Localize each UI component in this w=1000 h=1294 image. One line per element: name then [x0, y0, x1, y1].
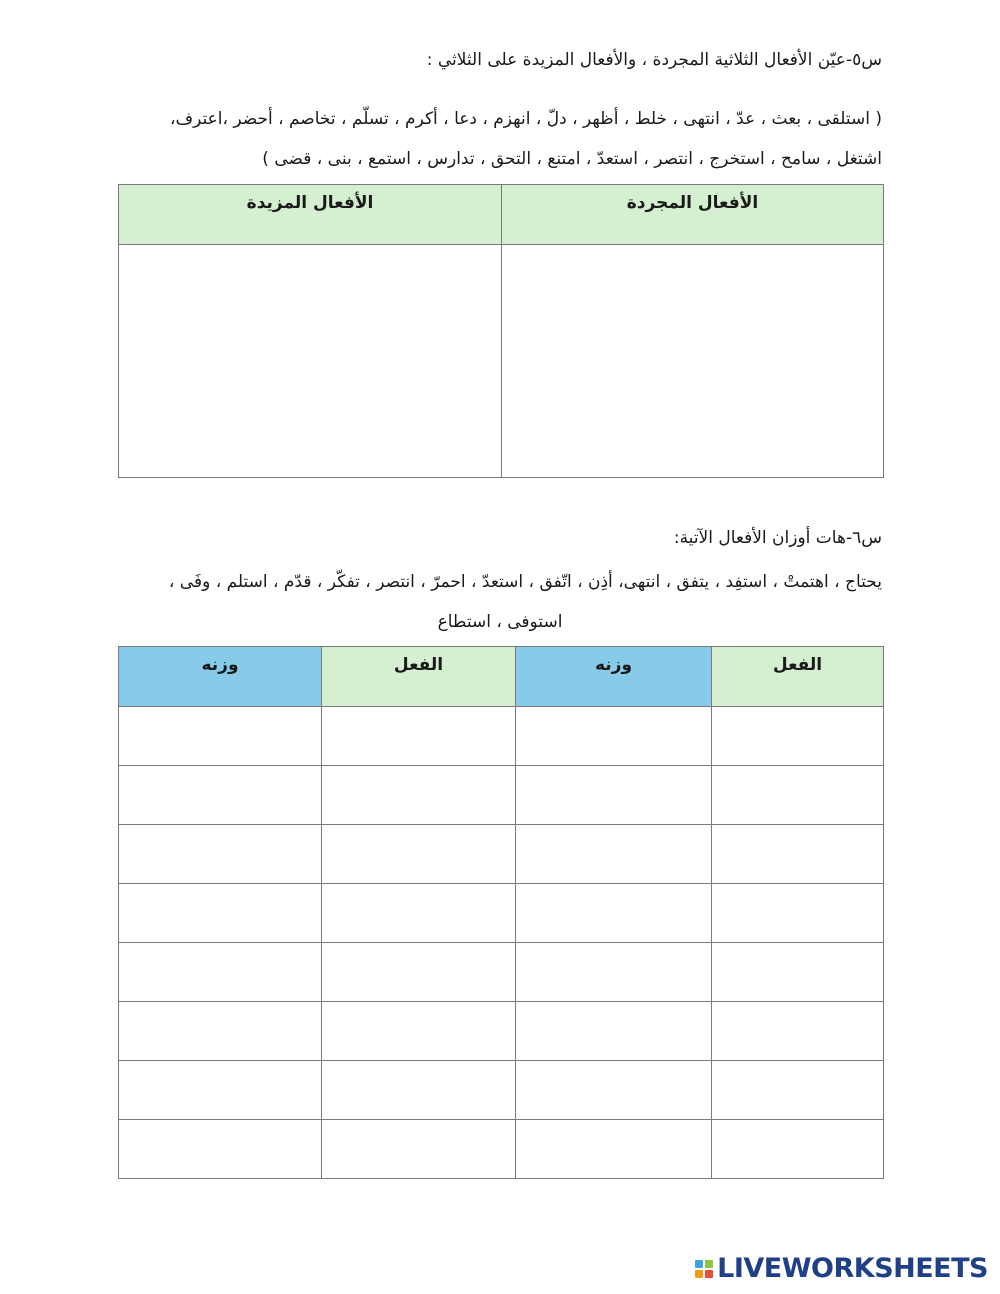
wazn-answer-cell[interactable]: [516, 825, 712, 884]
wazn-answer-cell[interactable]: [119, 825, 322, 884]
verb-answer-cell[interactable]: [712, 943, 884, 1002]
table-row: [119, 1120, 884, 1179]
table-row: [119, 707, 884, 766]
header-mujarrada: الأفعال المجردة: [502, 185, 884, 245]
liveworksheets-logo: [695, 1253, 988, 1284]
q5-verbs-line-2: اشتغل ، سامح ، استخرج ، انتصر ، استعدّ ، امتنع ، التحق ، تدارس ، استمع ، بنى ، قضى ): [262, 149, 882, 169]
wazn-answer-cell[interactable]: [516, 1002, 712, 1061]
verb-answer-cell[interactable]: [322, 707, 516, 766]
answer-cell-mazida[interactable]: [119, 245, 502, 478]
liveworksheets-logo-icon: [695, 1260, 713, 1278]
wazn-answer-cell[interactable]: [516, 884, 712, 943]
verb-answer-cell[interactable]: [322, 1002, 516, 1061]
wazn-answer-cell[interactable]: [516, 766, 712, 825]
q6-verbs-line-1: يحتاج ، اهتمتْ ، استفِد ، يتفق ، انتهى، أذِن ، اتّفق ، استعدّ ، احمرّ ، انتصر ، تفكّر ، قدّم ، استلم ، وفَى ،: [168, 572, 882, 592]
table-row: [119, 825, 884, 884]
table-row: [119, 943, 884, 1002]
verb-answer-cell[interactable]: [712, 1002, 884, 1061]
verb-answer-cell[interactable]: [712, 766, 884, 825]
wazn-answer-cell[interactable]: [119, 1120, 322, 1179]
wazn-answer-cell[interactable]: [516, 707, 712, 766]
table-row: [119, 766, 884, 825]
wazn-answer-cell[interactable]: [119, 1002, 322, 1061]
verb-answer-cell[interactable]: [712, 1120, 884, 1179]
wazn-answer-cell[interactable]: [119, 707, 322, 766]
verb-answer-cell[interactable]: [712, 1061, 884, 1120]
wazn-answer-cell[interactable]: [119, 766, 322, 825]
wazn-answer-cell[interactable]: [516, 1061, 712, 1120]
wazn-answer-cell[interactable]: [119, 1061, 322, 1120]
header-verb-1: الفعل: [712, 647, 884, 707]
answer-cell-mujarrada[interactable]: [502, 245, 884, 478]
q6-wazn-table: [118, 646, 884, 1179]
wazn-answer-cell[interactable]: [516, 943, 712, 1002]
verb-answer-cell[interactable]: [712, 825, 884, 884]
q5-classification-table: [118, 184, 884, 478]
verb-answer-cell[interactable]: [322, 825, 516, 884]
verb-answer-cell[interactable]: [322, 884, 516, 943]
table-row: [119, 1061, 884, 1120]
table-row: [119, 1002, 884, 1061]
verb-answer-cell[interactable]: [322, 943, 516, 1002]
liveworksheets-brand: LIVEWORKSHEETS: [717, 1253, 988, 1284]
table-row: [119, 884, 884, 943]
q6-verbs-line-2: استوفى ، استطاع: [437, 612, 563, 632]
verb-answer-cell[interactable]: [712, 707, 884, 766]
q6-title: س٦-هات أوزان الأفعال الآتية:: [673, 528, 882, 548]
header-wazn-1: وزنه: [516, 647, 712, 707]
header-wazn-2: وزنه: [119, 647, 322, 707]
verb-answer-cell[interactable]: [322, 1120, 516, 1179]
header-verb-2: الفعل: [322, 647, 516, 707]
q6-table-body: [119, 707, 884, 1179]
verb-answer-cell[interactable]: [322, 1061, 516, 1120]
verb-answer-cell[interactable]: [322, 766, 516, 825]
wazn-answer-cell[interactable]: [516, 1120, 712, 1179]
q5-verbs-line-1: ( استلقى ، بعث ، عدّ ، انتهى ، خلط ، أظهر ، دلّ ، انهزم ، دعا ، أكرم ، تسلّم ، تخاصم ، أحضر ،اعترف،: [169, 109, 882, 129]
q5-title: س٥-عيّن الأفعال الثلاثية المجردة ، والأفعال المزيدة على الثلاثي :: [426, 50, 882, 70]
wazn-answer-cell[interactable]: [119, 943, 322, 1002]
verb-answer-cell[interactable]: [712, 884, 884, 943]
wazn-answer-cell[interactable]: [119, 884, 322, 943]
header-mazida: الأفعال المزيدة: [119, 185, 502, 245]
